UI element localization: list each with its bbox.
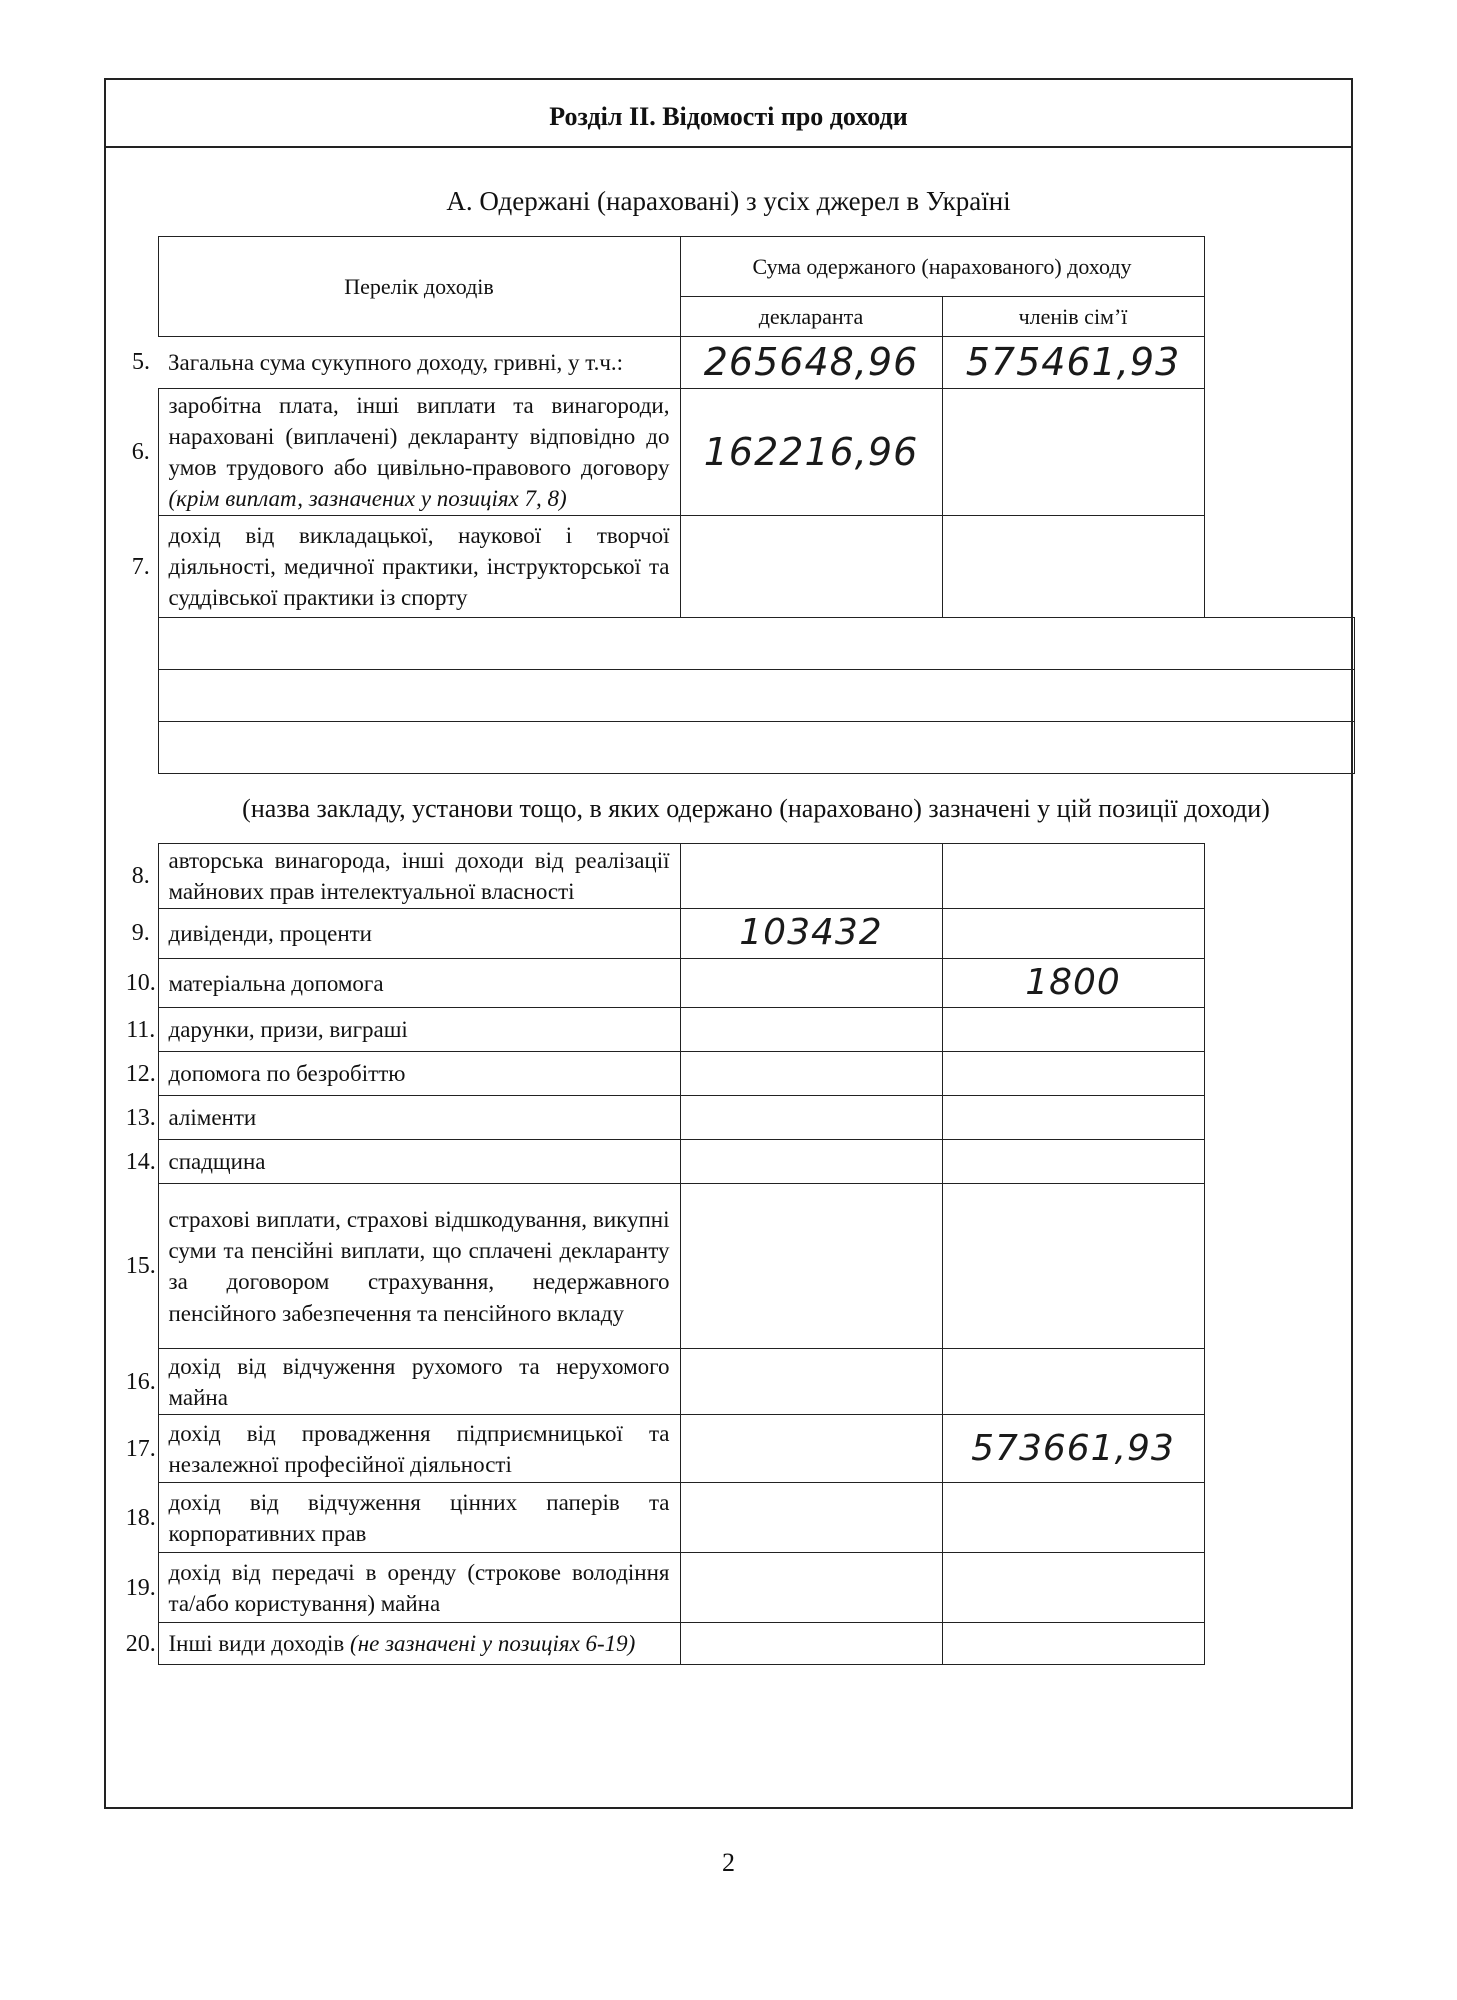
row-description — [158, 389, 680, 516]
row-text: заробітна плата, інші виплати та винагороди, нараховані (виплачені) декларанту відповідно до умов трудового або цивільно-правового договору — [168, 393, 670, 481]
declarant-amount — [680, 1623, 942, 1665]
row-note: (не зазначені у позиціях 6-19) — [350, 1631, 636, 1657]
institution-note: (назва закладу, установи тощо, в яких одержано (нараховано) зазначені у цій позиції доходи) — [242, 794, 1270, 824]
declarant-amount — [680, 1184, 942, 1349]
declarant-amount — [680, 1553, 942, 1623]
table-row — [124, 1415, 1354, 1483]
row-text: дохід від викладацької, наукової і творчої діяльності, медичної практики, інструкторської та суддівської практики із спорту — [158, 516, 680, 618]
header-income-sum: Сума одержаного (нарахованого) доходу — [680, 237, 1204, 297]
declarant-amount: 162216,96 — [680, 389, 942, 516]
family-amount — [942, 1623, 1204, 1665]
table-row — [124, 1623, 1354, 1665]
table-row — [124, 389, 1354, 516]
subsection-title: А. Одержані (нараховані) з усіх джерел в Україні — [446, 186, 1011, 216]
family-amount — [942, 1140, 1204, 1184]
header-income-list: Перелік доходів — [158, 237, 680, 337]
row-text: дохід від відчуження рухомого та нерухомого майна — [158, 1349, 680, 1415]
row-text: Інші види доходів — [168, 1631, 345, 1657]
table-row — [124, 1008, 1354, 1052]
row-number: 12. — [125, 1060, 156, 1087]
row-text: матеріальна допомога — [158, 958, 680, 1008]
table-row — [124, 1052, 1354, 1096]
table-row — [124, 844, 1354, 909]
row-text: дохід від передачі в оренду (строкове володіння та/або користування) майна — [158, 1553, 680, 1623]
row-text: допомога по безробіттю — [158, 1052, 680, 1096]
section-divider — [104, 146, 1353, 148]
row-number: 9. — [131, 920, 150, 947]
family-amount — [942, 1008, 1204, 1052]
declarant-amount — [680, 958, 942, 1008]
declarant-amount: 265648,96 — [680, 337, 942, 389]
row-number: 18. — [125, 1504, 156, 1531]
family-amount — [942, 1184, 1204, 1349]
row-number: 6. — [131, 439, 150, 466]
declarant-amount — [680, 844, 942, 909]
row-number: 16. — [125, 1368, 156, 1395]
table-row — [124, 909, 1354, 959]
declarant-amount — [680, 1008, 942, 1052]
row-text: дохід від провадження підприємницької та незалежної професійної діяльності — [158, 1415, 680, 1483]
row-number: 15. — [125, 1253, 156, 1280]
table-row — [124, 337, 1354, 389]
table-row — [124, 1140, 1354, 1184]
row-number: 8. — [131, 863, 150, 890]
declarant-amount — [680, 1096, 942, 1140]
family-amount — [942, 909, 1204, 959]
institution-blank-line — [158, 722, 1354, 774]
row-number: 13. — [125, 1104, 156, 1131]
row-text: спадщина — [158, 1140, 680, 1184]
declarant-amount — [680, 516, 942, 618]
family-amount — [942, 1553, 1204, 1623]
family-amount: 573661,93 — [942, 1415, 1204, 1483]
row-number: 11. — [126, 1016, 156, 1043]
table-row — [124, 1349, 1354, 1415]
row-number: 5. — [132, 349, 150, 376]
family-amount — [942, 1483, 1204, 1553]
header-declarant: декларанта — [680, 297, 942, 337]
declarant-amount — [680, 1052, 942, 1096]
income-table — [124, 236, 1355, 1665]
declarant-amount: 103432 — [680, 909, 942, 959]
family-amount — [942, 1096, 1204, 1140]
family-amount — [942, 1052, 1204, 1096]
family-amount — [942, 844, 1204, 909]
row-number: 17. — [125, 1435, 156, 1462]
row-number: 20. — [125, 1630, 156, 1657]
table-row — [124, 958, 1354, 1008]
row-text: авторська винагорода, інші доходи від реалізації майнових прав інтелектуальної власності — [158, 844, 680, 909]
family-amount: 1800 — [942, 958, 1204, 1008]
institution-blank-line — [158, 618, 1354, 670]
header-family: членів сім’ї — [942, 297, 1204, 337]
family-amount — [942, 1349, 1204, 1415]
row-text: дарунки, призи, виграші — [158, 1008, 680, 1052]
row-text: страхові виплати, страхові відшкодування, викупні суми та пенсійні виплати, що сплачені декларанту за договором страхування, недержавного пенсійного забезпечення та пенсійного вкладу — [158, 1184, 680, 1349]
row-number: 14. — [125, 1148, 156, 1175]
declarant-amount — [680, 1415, 942, 1483]
row-text: Загальна сума сукупного доходу, гривні, у т.ч.: — [168, 350, 624, 376]
row-number: 19. — [125, 1574, 156, 1601]
row-number: 7. — [131, 553, 150, 580]
row-note: (крім виплат, зазначених у позиціях 7, 8) — [168, 486, 567, 512]
institution-blank-line — [158, 670, 1354, 722]
family-amount — [942, 516, 1204, 618]
declarant-amount — [680, 1483, 942, 1553]
row-description — [158, 1623, 680, 1665]
row-text: аліменти — [158, 1096, 680, 1140]
family-amount: 575461,93 — [942, 337, 1204, 389]
table-row — [124, 1553, 1354, 1623]
table-row — [124, 1096, 1354, 1140]
declarant-amount — [680, 1349, 942, 1415]
table-row — [124, 516, 1354, 618]
table-row — [124, 1483, 1354, 1553]
section-title: Розділ ІІ. Відомості про доходи — [549, 102, 908, 131]
row-text: дивіденди, проценти — [158, 909, 680, 959]
family-amount — [942, 389, 1204, 516]
row-text: дохід від відчуження цінних паперів та корпоративних прав — [158, 1483, 680, 1553]
page-number: 2 — [722, 1848, 735, 1877]
row-number: 10. — [125, 969, 156, 996]
table-row — [124, 1184, 1354, 1349]
declarant-amount — [680, 1140, 942, 1184]
